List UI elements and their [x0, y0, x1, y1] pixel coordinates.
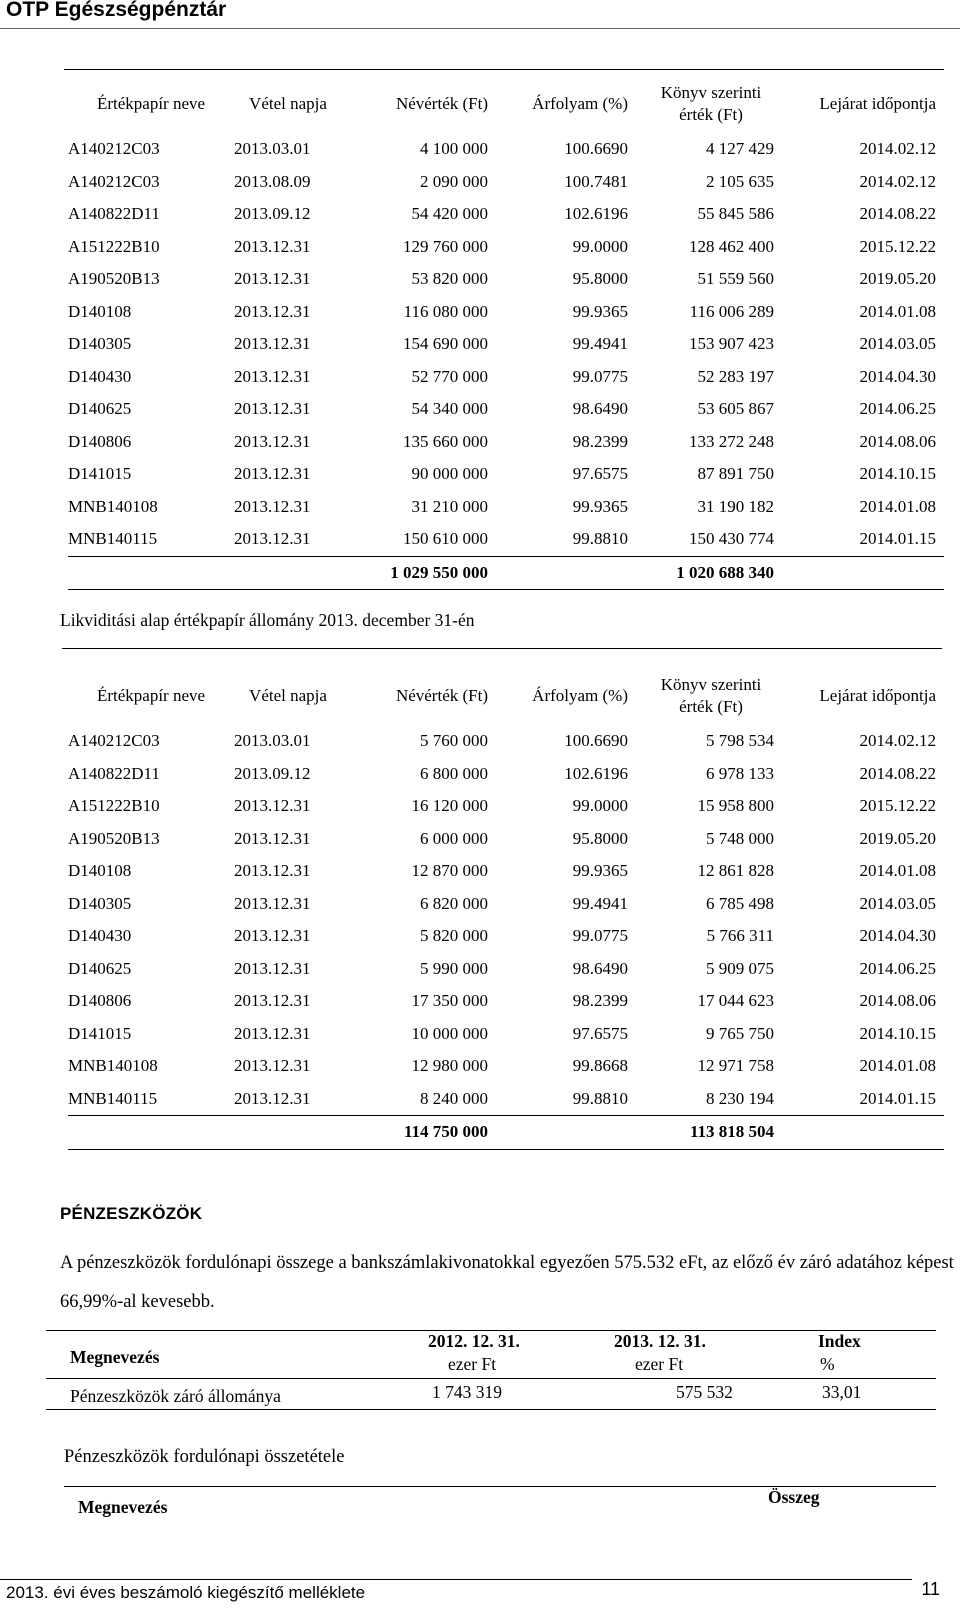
table-row: [68, 166, 944, 199]
cell-security-name: A190520B13: [68, 828, 160, 848]
cell-book-value: 87 891 750: [697, 464, 774, 484]
table-row: [68, 458, 944, 491]
cell-rate: 98.2399: [572, 991, 628, 1011]
cell-rate: 98.6490: [572, 958, 628, 978]
col-header-book: [628, 667, 774, 725]
cell-purchase-date: 2013.12.31: [234, 828, 311, 848]
cell-maturity: 2014.04.30: [859, 366, 936, 386]
cell-maturity: 2014.02.12: [859, 171, 936, 191]
cell-maturity: 2014.02.12: [859, 731, 936, 751]
cell-security-name: D140625: [68, 958, 132, 978]
empty-cell: [774, 556, 944, 590]
cell-book-value: 5 748 000: [706, 828, 774, 848]
total-nominal: 114 750 000: [403, 1122, 488, 1142]
empty-cell: [68, 1116, 234, 1150]
cell-purchase-date: 2013.12.31: [234, 893, 311, 913]
cell-purchase-date: 2013.12.31: [234, 529, 311, 549]
cash-table-mid-rule: [46, 1378, 936, 1379]
col-header-rate: Árfolyam (%): [532, 686, 628, 705]
cell-nominal: 90 000 000: [411, 464, 488, 484]
table-row: [68, 953, 944, 986]
cell-rate: 99.0775: [572, 926, 628, 946]
cell-security-name: MNB140115: [68, 1088, 158, 1108]
table-row: [68, 198, 944, 231]
cell-purchase-date: 2013.12.31: [234, 334, 311, 354]
cell-rate: 100.6690: [564, 731, 628, 751]
cell-rate: 99.8668: [572, 1056, 628, 1076]
composition-title: Pénzeszközök fordulónapi összetétele: [64, 1447, 345, 1467]
cell-security-name: D140625: [68, 399, 132, 419]
cash-paragraph: A pénzeszközök fordulónapi összege a bankszámlakivonatokkal egyezően 575.532 eFt, az előző év záró adatához képest 66,99%-al kevesebb.: [60, 1253, 954, 1312]
cell-purchase-date: 2013.12.31: [234, 926, 311, 946]
cell-security-name: D140806: [68, 991, 132, 1011]
cell-maturity: 2019.05.20: [859, 269, 936, 289]
cell-maturity: 2019.05.20: [859, 828, 936, 848]
col-header-book-line2: érték (Ft): [679, 697, 743, 716]
table-row: [68, 426, 944, 459]
cell-maturity: 2014.06.25: [859, 399, 936, 419]
cell-rate: 99.0000: [572, 796, 628, 816]
cell-security-name: A190520B13: [68, 269, 160, 289]
cell-book-value: 5 766 311: [706, 926, 774, 946]
cell-rate: 99.9365: [572, 301, 628, 321]
empty-cell: [774, 1116, 944, 1150]
cell-security-name: D140305: [68, 334, 132, 354]
col-header-book-line1: Könyv szerinti: [660, 83, 762, 102]
col-header-name: Értékpapír neve: [96, 94, 206, 113]
footer-rule: [0, 1579, 912, 1580]
cell-book-value: 52 283 197: [697, 366, 774, 386]
cell-book-value: 133 272 248: [689, 431, 774, 451]
cell-security-name: A140212C03: [68, 171, 160, 191]
cell-book-value: 31 190 182: [697, 496, 774, 516]
col-header-maturity: Lejárat időpontja: [819, 94, 936, 113]
cell-security-name: A140822D11: [68, 204, 160, 224]
cell-nominal: 116 080 000: [403, 301, 488, 321]
cell-purchase-date: 2013.12.31: [234, 236, 311, 256]
cell-book-value: 2 105 635: [706, 171, 774, 191]
cell-book-value: 12 971 758: [697, 1056, 774, 1076]
cell-security-name: A151222B10: [68, 796, 160, 816]
col-header-date: Vétel napja: [249, 94, 327, 113]
table-row: [68, 491, 944, 524]
empty-cell: [234, 1116, 342, 1150]
cell-book-value: 6 978 133: [706, 763, 774, 783]
cell-book-value: 15 958 800: [697, 796, 774, 816]
cell-rate: 100.7481: [564, 171, 628, 191]
col-header-date: Vétel napja: [249, 686, 327, 705]
table-row: [68, 393, 944, 426]
cell-rate: 99.8810: [572, 1088, 628, 1108]
cell-purchase-date: 2013.08.09: [234, 171, 311, 191]
cell-nominal: 52 770 000: [411, 366, 488, 386]
col-header-name: Értékpapír neve: [96, 686, 206, 705]
cash-table-bottom-rule: [46, 1409, 936, 1410]
cell-nominal: 12 870 000: [411, 861, 488, 881]
table-row: [68, 296, 944, 329]
table-row: [68, 133, 944, 166]
cell-book-value: 8 230 194: [706, 1088, 774, 1108]
col-header-book-line2: érték (Ft): [679, 105, 743, 124]
cell-purchase-date: 2013.12.31: [234, 366, 311, 386]
cell-rate: 97.6575: [572, 464, 628, 484]
cash-heading: PÉNZESZKÖZÖK: [60, 1204, 203, 1223]
cash-col-index: Index: [818, 1331, 861, 1351]
cell-maturity: 2014.03.05: [859, 334, 936, 354]
cell-maturity: 2014.08.22: [859, 204, 936, 224]
cell-nominal: 135 660 000: [403, 431, 488, 451]
cell-maturity: 2014.08.06: [859, 431, 936, 451]
liquidity-securities-table: [68, 667, 944, 1150]
cell-maturity: 2014.10.15: [859, 464, 936, 484]
cell-maturity: 2014.06.25: [859, 958, 936, 978]
cell-purchase-date: 2013.12.31: [234, 796, 311, 816]
cell-nominal: 53 820 000: [411, 269, 488, 289]
table-row: [68, 823, 944, 856]
table-row: [68, 758, 944, 791]
cell-security-name: D140806: [68, 431, 132, 451]
cell-nominal: 12 980 000: [411, 1056, 488, 1076]
cell-rate: 100.6690: [564, 139, 628, 159]
cell-security-name: MNB140108: [68, 1056, 158, 1076]
cash-col-name: Megnevezés: [70, 1347, 160, 1367]
cash-col-2012-date: 2012. 12. 31.: [428, 1331, 520, 1351]
cash-col-2012-unit: ezer Ft: [448, 1354, 497, 1374]
cell-rate: 99.0000: [572, 236, 628, 256]
cell-rate: 99.4941: [572, 893, 628, 913]
cell-nominal: 6 000 000: [420, 828, 488, 848]
cell-purchase-date: 2013.12.31: [234, 464, 311, 484]
cell-rate: 95.8000: [572, 269, 628, 289]
liquidity-section-title: Likviditási alap értékpapír állomány 2013. december 31-én: [60, 610, 475, 630]
table-row: [68, 725, 944, 758]
cell-maturity: 2014.04.30: [859, 926, 936, 946]
cell-security-name: D141015: [68, 464, 132, 484]
cell-maturity: 2014.03.05: [859, 893, 936, 913]
cell-book-value: 17 044 623: [697, 991, 774, 1011]
cell-rate: 99.0775: [572, 366, 628, 386]
empty-cell: [490, 556, 628, 590]
cell-rate: 99.9365: [572, 861, 628, 881]
cell-nominal: 5 760 000: [420, 731, 488, 751]
cash-col-2013-date: 2013. 12. 31.: [614, 1331, 706, 1351]
cell-book-value: 116 006 289: [689, 301, 774, 321]
table2-header-row: [68, 667, 944, 725]
cell-security-name: A151222B10: [68, 236, 160, 256]
cell-nominal: 31 210 000: [411, 496, 488, 516]
cell-rate: 98.2399: [572, 431, 628, 451]
cell-maturity: 2014.01.15: [859, 1088, 936, 1108]
cash-col-2013-unit: ezer Ft: [635, 1354, 684, 1374]
col-header-book-line1: Könyv szerinti: [660, 675, 762, 694]
cell-book-value: 153 907 423: [689, 334, 774, 354]
cell-purchase-date: 2013.12.31: [234, 1088, 311, 1108]
col-header-nominal: Névérték (Ft): [395, 94, 488, 113]
cell-rate: 99.4941: [572, 334, 628, 354]
composition-col-amount: Összeg: [768, 1487, 820, 1507]
total-nominal: 1 029 550 000: [390, 562, 488, 582]
cell-maturity: 2014.01.15: [859, 529, 936, 549]
cell-purchase-date: 2013.09.12: [234, 204, 311, 224]
cell-security-name: A140822D11: [68, 763, 160, 783]
cell-purchase-date: 2013.12.31: [234, 958, 311, 978]
document-header-title: OTP Egészségpénztár: [6, 0, 227, 21]
cell-rate: 102.6196: [564, 763, 628, 783]
cell-rate: 98.6490: [572, 399, 628, 419]
cell-nominal: 54 420 000: [411, 204, 488, 224]
cell-security-name: A140212C03: [68, 139, 160, 159]
empty-cell: [234, 556, 342, 590]
cell-security-name: D140108: [68, 861, 132, 881]
cell-maturity: 2014.02.12: [859, 139, 936, 159]
cell-maturity: 2014.01.08: [859, 1056, 936, 1076]
cash-value-index: 33,01: [822, 1382, 862, 1402]
cash-value-2013: 575 532: [676, 1382, 733, 1402]
cell-purchase-date: 2013.12.31: [234, 301, 311, 321]
cell-security-name: D140108: [68, 301, 132, 321]
total-row: [68, 1116, 944, 1150]
table-row: [68, 1050, 944, 1083]
cell-nominal: 6 800 000: [420, 763, 488, 783]
total-book-value: 113 818 504: [689, 1122, 774, 1142]
cell-nominal: 6 820 000: [420, 893, 488, 913]
table-row: [68, 985, 944, 1018]
cell-book-value: 5 798 534: [706, 731, 774, 751]
cell-maturity: 2014.01.08: [859, 301, 936, 321]
cell-purchase-date: 2013.03.01: [234, 139, 311, 159]
cell-nominal: 16 120 000: [411, 796, 488, 816]
total-book-value: 1 020 688 340: [676, 562, 774, 582]
header-rule: [0, 28, 960, 29]
cash-row-label: Pénzeszközök záró állománya: [70, 1386, 281, 1406]
empty-cell: [68, 556, 234, 590]
cell-nominal: 17 350 000: [411, 991, 488, 1011]
cell-security-name: D140430: [68, 366, 132, 386]
cell-purchase-date: 2013.12.31: [234, 1023, 311, 1043]
table-row: [68, 790, 944, 823]
cell-book-value: 5 909 075: [706, 958, 774, 978]
cell-rate: 95.8000: [572, 828, 628, 848]
cell-purchase-date: 2013.12.31: [234, 1056, 311, 1076]
cell-book-value: 51 559 560: [697, 269, 774, 289]
cell-book-value: 55 845 586: [697, 204, 774, 224]
cell-purchase-date: 2013.12.31: [234, 269, 311, 289]
table-row: [68, 920, 944, 953]
cell-maturity: 2014.10.15: [859, 1023, 936, 1043]
cell-security-name: MNB140115: [68, 529, 158, 549]
table1-header-row: [68, 75, 944, 133]
cell-nominal: 54 340 000: [411, 399, 488, 419]
cell-purchase-date: 2013.12.31: [234, 431, 311, 451]
cell-nominal: 129 760 000: [403, 236, 488, 256]
col-header-maturity: Lejárat időpontja: [819, 686, 936, 705]
cell-nominal: 2 090 000: [420, 171, 488, 191]
empty-cell: [490, 1116, 628, 1150]
table-row: [68, 328, 944, 361]
cell-nominal: 10 000 000: [411, 1023, 488, 1043]
cell-maturity: 2014.08.06: [859, 991, 936, 1011]
table-row: [68, 523, 944, 556]
cell-book-value: 4 127 429: [706, 139, 774, 159]
cell-rate: 99.9365: [572, 496, 628, 516]
cell-security-name: MNB140108: [68, 496, 158, 516]
cell-security-name: D141015: [68, 1023, 132, 1043]
cell-maturity: 2014.08.22: [859, 763, 936, 783]
securities-table: [68, 75, 944, 590]
cell-maturity: 2015.12.22: [859, 236, 936, 256]
table-row: [68, 1018, 944, 1051]
col-header-rate: Árfolyam (%): [532, 94, 628, 113]
cell-maturity: 2015.12.22: [859, 796, 936, 816]
cell-nominal: 8 240 000: [420, 1088, 488, 1108]
cell-purchase-date: 2013.12.31: [234, 991, 311, 1011]
table-row: [68, 888, 944, 921]
table2-top-rule: [62, 648, 942, 649]
cell-nominal: 154 690 000: [403, 334, 488, 354]
cell-nominal: 150 610 000: [403, 529, 488, 549]
footer-text: 2013. évi éves beszámoló kiegészítő melléklete: [6, 1583, 366, 1602]
cell-book-value: 150 430 774: [689, 529, 774, 549]
cell-rate: 99.8810: [572, 529, 628, 549]
cell-book-value: 12 861 828: [697, 861, 774, 881]
table-row: [68, 855, 944, 888]
cell-book-value: 128 462 400: [689, 236, 774, 256]
cell-book-value: 53 605 867: [697, 399, 774, 419]
cell-rate: 97.6575: [572, 1023, 628, 1043]
cash-value-2012: 1 743 319: [432, 1382, 502, 1402]
cell-nominal: 5 990 000: [420, 958, 488, 978]
cell-maturity: 2014.01.08: [859, 496, 936, 516]
cell-nominal: 5 820 000: [420, 926, 488, 946]
page-number: 11: [921, 1579, 940, 1599]
cell-security-name: D140430: [68, 926, 132, 946]
cell-purchase-date: 2013.12.31: [234, 861, 311, 881]
table-row: [68, 263, 944, 296]
table-row: [68, 231, 944, 264]
composition-col-name: Megnevezés: [78, 1497, 168, 1517]
cell-nominal: 4 100 000: [420, 139, 488, 159]
cell-purchase-date: 2013.03.01: [234, 731, 311, 751]
cell-purchase-date: 2013.12.31: [234, 399, 311, 419]
cell-book-value: 6 785 498: [706, 893, 774, 913]
cash-col-index-unit: %: [820, 1354, 835, 1374]
cell-book-value: 9 765 750: [706, 1023, 774, 1043]
total-row: [68, 556, 944, 590]
cell-security-name: A140212C03: [68, 731, 160, 751]
table1-top-rule: [64, 69, 944, 70]
col-header-nominal: Névérték (Ft): [395, 686, 488, 705]
cell-maturity: 2014.01.08: [859, 861, 936, 881]
cell-security-name: D140305: [68, 893, 132, 913]
col-header-book: [628, 75, 774, 133]
table-row: [68, 1083, 944, 1116]
cell-rate: 102.6196: [564, 204, 628, 224]
cell-purchase-date: 2013.09.12: [234, 763, 311, 783]
table-row: [68, 361, 944, 394]
cell-purchase-date: 2013.12.31: [234, 496, 311, 516]
